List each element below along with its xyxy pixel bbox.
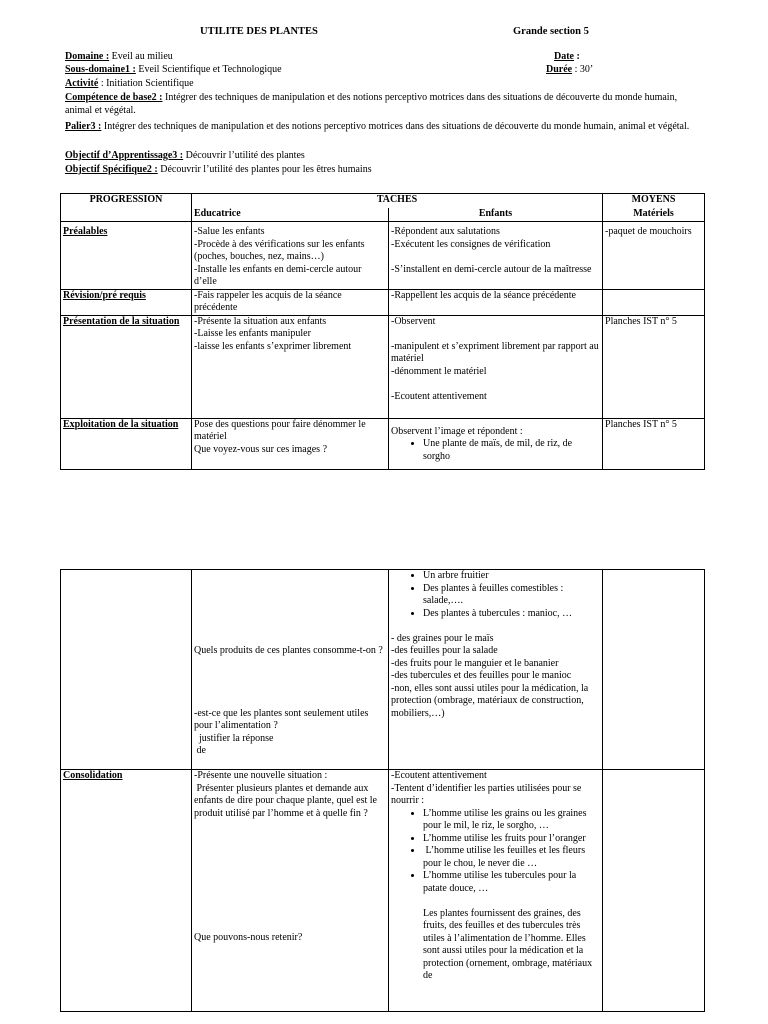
cell-line: -Présente la situation aux enfants (194, 315, 327, 327)
activite-line (65, 78, 194, 91)
duree-line (546, 64, 593, 77)
spacer (194, 820, 386, 932)
materiels-cell (603, 770, 705, 1012)
sous-domaine-label: Sous-domaine1 : (65, 64, 136, 75)
cell-line: Que voyez-vous sur ces images ? (194, 443, 328, 455)
palier-value: Intégrer des techniques de manipulation et des notions perceptivo motrices dans des situations de découverte du monde humain, animal et végétal. (101, 121, 690, 132)
competence-value: Intégrer des techniques de manipulation et des notions perceptivo motrices dans des situations de découverte du monde humain, animal et végétal. (65, 92, 678, 116)
spacer (391, 620, 600, 633)
row-label-consolidation: Consolidation (61, 770, 192, 1012)
palier-label: Palier3 : (65, 121, 102, 132)
duree-value: : 30’ (572, 64, 594, 75)
cell-line: - des graines pour le maïs (391, 632, 494, 644)
header-progression: PROGRESSION (61, 194, 192, 222)
cell-line: -Laisse les enfants manipuler (194, 328, 311, 339)
materiels-cell (603, 570, 705, 770)
enfants-cell: -Rappellent les acquis de la séance précédente (389, 289, 603, 315)
spacer (391, 895, 600, 908)
cell-line: -des feuilles pour la salade (391, 645, 498, 656)
cell-line: -Tentent d’identifier les parties utilisées pour se nourrir : (391, 782, 582, 806)
objectif-apprentissage-line (65, 150, 305, 163)
cell-line: Observent l’image et répondent : (391, 425, 523, 437)
domaine-label: Domaine : (65, 51, 110, 62)
cell-line: -laisse les enfants s’exprimer librement (194, 340, 352, 352)
header-materiels: Matériels (603, 208, 705, 222)
spacer (391, 328, 600, 341)
enfants-cell (389, 770, 603, 1012)
list-item: • L’homme utilise les tubercules pour la patate douce, … (423, 870, 600, 895)
table-row (61, 222, 705, 290)
header-taches: TACHES (192, 194, 603, 208)
cell-line: Que pouvons-nous retenir? (194, 932, 303, 943)
sous-domaine-value: Eveil Scientifique et Technologique (135, 64, 282, 75)
spacer (194, 570, 386, 645)
list-item: • Des plantes à feuilles comestibles : salade,…. (423, 583, 600, 608)
educatrice-cell (192, 570, 389, 770)
header-moyens: MOYENS (603, 194, 705, 208)
educatrice-cell (192, 418, 389, 469)
table-row (61, 418, 705, 469)
cell-line: -S’installent en demi-cercle autour de la maîtresse (391, 263, 592, 275)
enfants-cell (389, 418, 603, 469)
objectif-apprentissage-label: Objectif d’Apprentissage3 : (65, 150, 184, 161)
row-label-presentation: Présentation de la situation (61, 315, 192, 418)
table-row (61, 315, 705, 418)
lesson-table-part1 (60, 193, 705, 470)
date-label: Date (554, 51, 574, 62)
cell-line: -Ecoutent attentivement (391, 390, 487, 402)
educatrice-cell (192, 222, 389, 290)
cell-line: Présenter plusieurs plantes et demande aux enfants de dire pour chaque plante, quel est le produit utilisé par l’homme et à quelle fin ? (194, 782, 380, 819)
domaine-value: Eveil au milieu (109, 51, 173, 62)
date-line (554, 51, 580, 64)
spacer (391, 378, 600, 391)
cell-line: -dénomment le matériel (391, 365, 487, 377)
palier-line (65, 121, 705, 134)
class-label: Grande section 5 (513, 26, 589, 37)
materiels-cell: -paquet de mouchoirs (603, 222, 705, 290)
cell-line: -des fruits pour le manguier et le bananier (391, 657, 559, 669)
document-title: UTILITE DES PLANTES (200, 26, 318, 37)
answer-list (391, 438, 600, 463)
cell-line: -Observent (391, 315, 436, 327)
objectif-specifique-value: Découvrir l’utilité des plantes pour les êtres humains (157, 164, 372, 175)
row-label-prealables: Préalables (61, 222, 192, 290)
list-item: • L’homme utilise les grains ou les graines pour le mil, le riz, le sorgho, … (423, 808, 600, 833)
cell-line: Pose des questions pour faire dénommer le matériel (194, 418, 366, 442)
list-item: • Un arbre fruitier (423, 570, 600, 583)
domaine-line (65, 51, 173, 64)
duree-label: Durée (546, 64, 573, 75)
list-item: • L’homme utilise les feuilles et les fleurs pour le chou, le never die … (423, 845, 600, 870)
cell-line: justifier la réponse (194, 732, 274, 744)
cell-line: de (194, 745, 206, 756)
cell-line: -Installe les enfants en demi-cercle autour d’elle (194, 263, 362, 287)
objectif-specifique-line (65, 164, 372, 177)
answer-list (391, 808, 600, 896)
table-row (61, 289, 705, 315)
empty-cell (61, 570, 192, 770)
header-educatrice: Educatrice (192, 208, 389, 222)
educatrice-cell (192, 770, 389, 1012)
educatrice-cell (192, 315, 389, 418)
enfants-cell (389, 315, 603, 418)
objectif-apprentissage-value: Découvrir l’utilité des plantes (183, 150, 305, 161)
materiels-cell (603, 289, 705, 315)
cell-line: -des tubercules et des feuilles pour le manioc (391, 670, 572, 681)
cell-line: -non, elles sont aussi utiles pour la médication, la protection (ombrage, matériaux de construction, mobiliers,…) (391, 682, 589, 719)
list-item: • Des plantes à tubercules : manioc, … (423, 608, 600, 621)
competence-label: Compétence de base2 : (65, 92, 163, 103)
table-row (61, 770, 705, 1012)
list-item: • Une plante de maïs, de mil, de riz, de sorgho (423, 438, 600, 463)
cell-line: -Présente une nouvelle situation : (194, 770, 328, 781)
materiels-cell: Planches IST n° 5 (603, 418, 705, 469)
table-row (61, 570, 705, 770)
cell-line: -Exécutent les consignes de vérification (391, 238, 551, 250)
enfants-cell (389, 222, 603, 290)
row-label-exploitation: Exploitation de la situation (61, 418, 192, 469)
sous-domaine-line (65, 64, 282, 77)
cell-line: -Répondent aux salutations (391, 226, 500, 237)
cell-line: Quels produits de ces plantes consomme-t-on ? (194, 645, 383, 656)
lesson-table-part2 (60, 569, 705, 1012)
header-enfants: Enfants (389, 208, 603, 222)
list-item: • L’homme utilise les fruits pour l’oranger (423, 833, 600, 846)
competence-line (65, 92, 705, 117)
row-label-revision: Révision/pré requis (61, 289, 192, 315)
cell-line: -Ecoutent attentivement (391, 770, 487, 781)
conclusion-text: Les plantes fournissent des graines, des fruits, des feuilles et des tubercules très utiles à l’alimentation de l’homme. Elles sont aussi utiles pour la médication et la protection (ornement, ombrage, matériaux de (423, 907, 593, 981)
answer-list (391, 570, 600, 620)
activite-value: : Initiation Scientifique (98, 78, 194, 89)
date-colon: : (574, 51, 580, 62)
cell-line: -Salue les enfants (194, 226, 265, 237)
spacer (194, 658, 386, 708)
cell-line: -Procède à des vérifications sur les enfants (poches, bouches, nez, mains…) (194, 238, 365, 262)
activite-label: Activité (65, 78, 99, 89)
materiels-cell: Planches IST n° 5 (603, 315, 705, 418)
cell-line: -est-ce que les plantes sont seulement utiles pour l’alimentation ? (194, 707, 369, 731)
enfants-cell (389, 570, 603, 770)
educatrice-cell: -Fais rappeler les acquis de la séance précédente (192, 289, 389, 315)
cell-line: -manipulent et s’expriment librement par rapport au matériel (391, 340, 599, 364)
objectif-specifique-label: Objectif Spécifique2 : (65, 164, 158, 175)
spacer (391, 251, 600, 264)
